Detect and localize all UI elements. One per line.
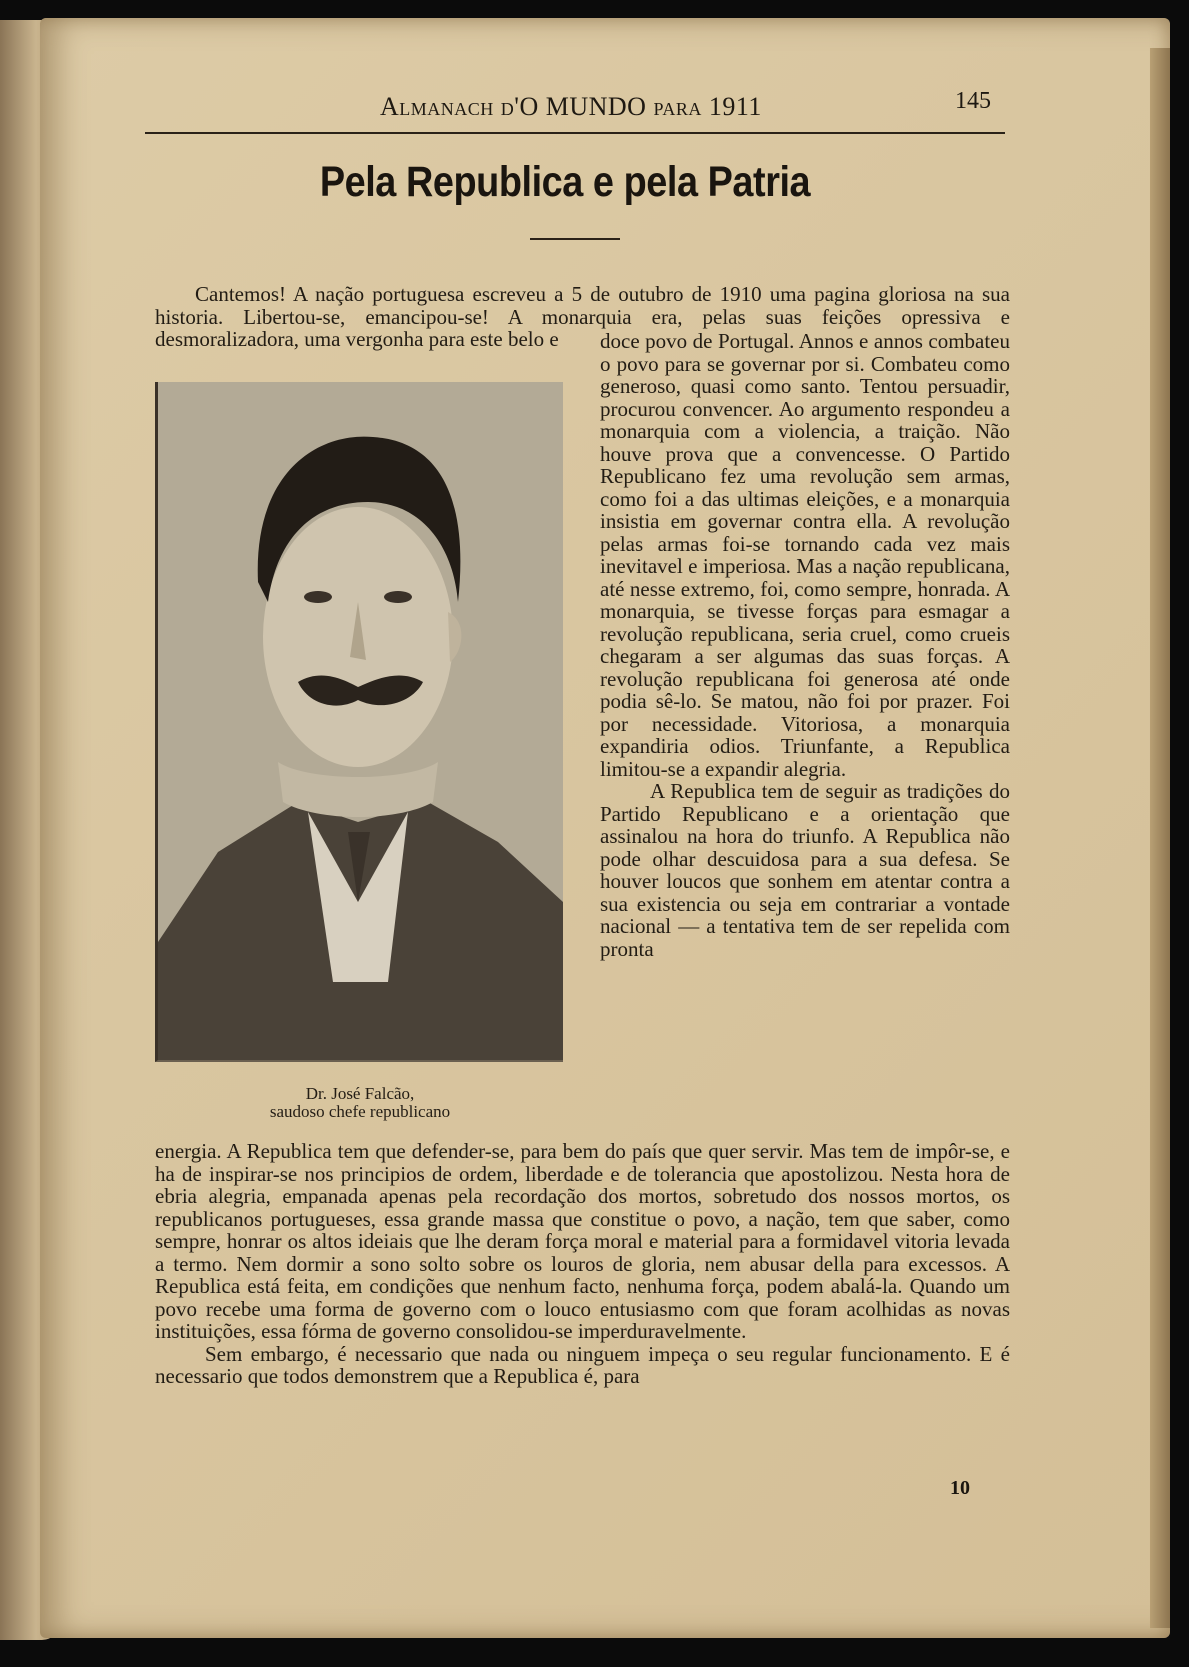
header-rule — [145, 132, 1005, 134]
page-number: 145 — [955, 88, 991, 114]
column-paragraph-1: doce povo de Portugal. Annos e annos combateu o povo para se governar por si. Combateu como generoso, quasi como santo. Tentou persuadir, procurou convencer. Ao argumento respondeu a monarquia com a violencia, a traição. Não houve prova que a convencesse. O Partido Republicano fez uma revolução sem armas, como foi a das ultimas eleições, e a monarquia insistia em governar contra ella. A revolução pelas armas foi-se tornando cada vez mais inevitavel e imperiosa. Mas a nação republicana, até nesse extremo, foi, como sempre, honrada. A monarquia, se tivesse forças para esmagar a revolução republicana, seria cruel, como crueis chegaram a ser algumas das suas forças. A revolução republicana foi generosa até onde podia sê-lo. Se matou, não foi por prazer. Foi por necessidade. Vitoriosa, a monarquia expandiria odios. Triunfante, a Republica limitou-se a expandir alegria. — [600, 329, 1010, 781]
caption-name: Dr. José Falcão, — [305, 1084, 415, 1103]
right-column-text — [600, 330, 1010, 960]
running-head: Almanach d'O MUNDO para 1911 — [380, 92, 762, 121]
title-rule — [530, 238, 620, 240]
bottom-paragraph-1: energia. A Republica tem que defender-se, para bem do país que quer servir. Mas tem de impôr-se, e ha de inspirar-se nos principios de ordem, liberdade e de tolerancia que apostolizou. Nesta hora de ebria alegria, empanada apenas pela recordação dos mortos, sobretudo dos nossos mortos, os republicanos portugueses, essa grande massa que constitue o povo, a nação, tem que saber, como sempre, honrar os altos ideiais que lhe deram força moral e material para a formidavel vitoria levada a termo. Nem dormir a sono solto sobre os louros de gloria, nem abusar della para excessos. A Republica está feita, em condições que nenhum facto, nenhuma força, podem abalá-la. Quando um povo recebe uma forma de governo com o louco entusiasmo com que foram acolhidas as novas instituições, essa fórma de governo consolidou-se imperduravelmente. — [155, 1139, 1010, 1343]
intro-paragraph: Cantemos! A nação portuguesa escreveu a 5 de outubro de 1910 uma pagina gloriosa na sua historia. Libertou-se, emancipou-se! A monarquia era, pelas suas feições opressiva e desmoralizadora, uma vergonha para este belo e — [155, 282, 1010, 351]
article-title: Pela Republica e pela Patria — [319, 158, 811, 206]
page-fore-edge — [1150, 48, 1170, 1628]
signature-mark: 10 — [950, 1477, 970, 1499]
portrait-caption — [210, 1085, 510, 1121]
portrait-illustration — [155, 382, 563, 1062]
full-width-text — [155, 1140, 1010, 1388]
bottom-paragraph-2: Sem embargo, é necessario que nada ou ninguem impeça o seu regular funcionamento. E é necessario que todos demonstrem que a Republica é, para — [155, 1341, 1010, 1388]
portrait-drawing — [158, 382, 563, 1060]
caption-description: saudoso chefe republicano — [269, 1102, 451, 1121]
column-paragraph-2: A Republica tem de seguir as tradições do Partido Republicano e a orientação que assinalou na hora do triunfo. A Republica não pode olhar descuidosa para a sua defesa. Se houver loucos que sonhem em atentar contra a sua existencia ou seja em contrariar a vontade nacional — a tentativa tem de ser repelida com pronta — [600, 779, 1010, 961]
